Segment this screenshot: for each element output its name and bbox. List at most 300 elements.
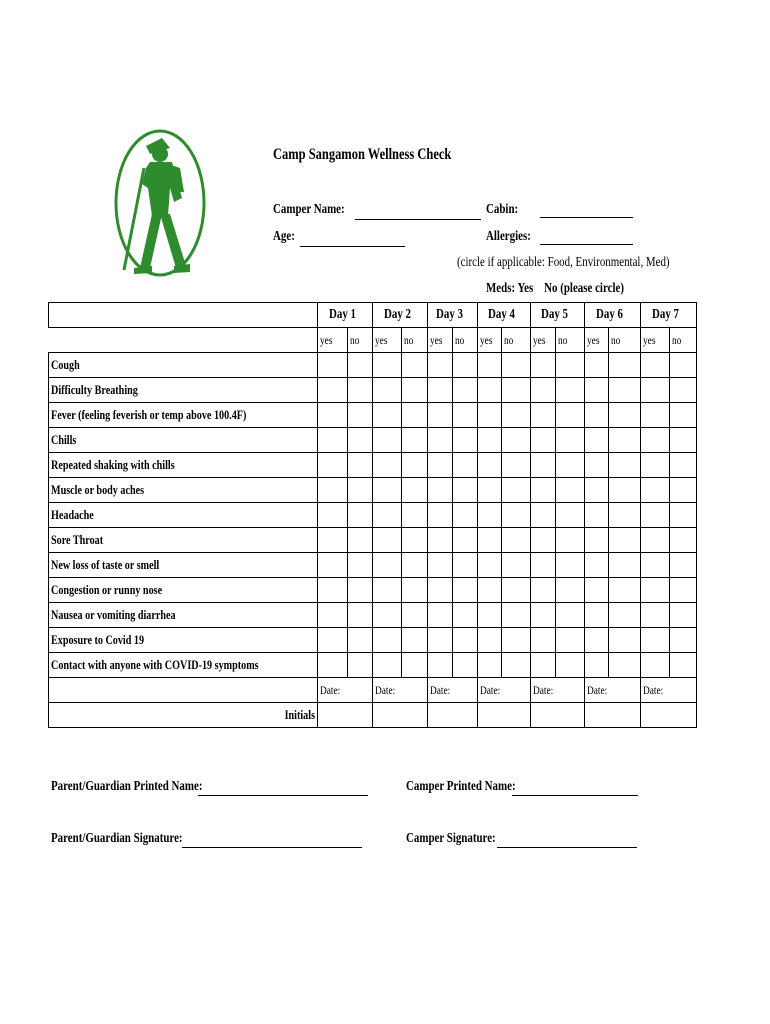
initials-cell-day-4[interactable] [478, 703, 531, 728]
check-cell[interactable] [453, 428, 478, 453]
date-row-label-cell [49, 678, 318, 703]
yes-header-day-5-text: yes [533, 332, 546, 347]
check-cell[interactable] [531, 428, 556, 453]
symptom-label [49, 603, 318, 628]
check-cell[interactable] [502, 453, 531, 478]
symptom-label [49, 578, 318, 603]
camp-logo [110, 128, 210, 278]
check-cell[interactable] [531, 553, 556, 578]
symptom-row [49, 428, 697, 453]
day-header-5 [531, 303, 585, 328]
yn-blank-cell [49, 328, 318, 353]
date-cell-day-2[interactable] [373, 678, 428, 703]
check-cell[interactable] [402, 503, 428, 528]
header-blank-cell [49, 303, 318, 328]
check-cell[interactable] [348, 553, 373, 578]
check-cell[interactable] [402, 403, 428, 428]
check-cell[interactable] [609, 528, 641, 553]
check-cell[interactable] [585, 378, 609, 403]
check-cell[interactable] [428, 553, 453, 578]
check-cell[interactable] [556, 553, 585, 578]
date-row [49, 678, 697, 703]
check-cell[interactable] [609, 403, 641, 428]
date-cell-day-6[interactable] [585, 678, 641, 703]
check-cell[interactable] [641, 553, 670, 578]
check-cell[interactable] [502, 628, 531, 653]
check-cell[interactable] [373, 478, 402, 503]
check-cell[interactable] [428, 478, 453, 503]
check-cell[interactable] [478, 353, 502, 378]
date-cell-day-3-text: Date: [430, 682, 451, 697]
check-cell[interactable] [318, 603, 348, 628]
symptom-row [49, 378, 697, 403]
check-cell[interactable] [453, 603, 478, 628]
age-label: Age: [273, 229, 295, 244]
yes-header-day-1 [318, 328, 348, 353]
symptom-label [49, 553, 318, 578]
check-cell[interactable] [556, 378, 585, 403]
check-cell[interactable] [609, 453, 641, 478]
date-cell-day-5-text: Date: [533, 682, 554, 697]
allergies-field[interactable] [540, 244, 633, 245]
no-header-day-5-text: no [558, 332, 568, 347]
yes-header-day-4 [478, 328, 502, 353]
check-cell[interactable] [478, 553, 502, 578]
date-cell-day-7-text: Date: [643, 682, 664, 697]
check-cell[interactable] [402, 603, 428, 628]
check-cell[interactable] [670, 353, 697, 378]
yes-header-day-1-text: yes [320, 332, 333, 347]
check-cell[interactable] [318, 378, 348, 403]
hiker-logo-icon [110, 128, 210, 278]
check-cell[interactable] [531, 403, 556, 428]
check-cell[interactable] [670, 628, 697, 653]
check-cell[interactable] [585, 453, 609, 478]
symptom-row [49, 478, 697, 503]
check-cell[interactable] [373, 653, 402, 678]
camper-signature-label: Camper Signature: [406, 831, 496, 846]
initials-cell-day-6[interactable] [585, 703, 641, 728]
check-cell[interactable] [531, 503, 556, 528]
check-cell[interactable] [641, 503, 670, 528]
check-cell[interactable] [556, 428, 585, 453]
check-cell[interactable] [453, 503, 478, 528]
check-cell[interactable] [641, 478, 670, 503]
check-cell[interactable] [453, 628, 478, 653]
symptom-label [49, 428, 318, 453]
check-cell[interactable] [670, 378, 697, 403]
check-cell[interactable] [373, 628, 402, 653]
check-cell[interactable] [609, 503, 641, 528]
parent-printed-name-field[interactable] [198, 795, 368, 796]
camper-signature-field[interactable] [497, 847, 637, 848]
check-cell[interactable] [318, 628, 348, 653]
check-cell[interactable] [318, 478, 348, 503]
day-header-2-text: Day 2 [383, 307, 411, 322]
symptom-row [49, 503, 697, 528]
check-cell[interactable] [531, 378, 556, 403]
check-cell[interactable] [585, 403, 609, 428]
no-header-day-7-text: no [672, 332, 682, 347]
check-cell[interactable] [478, 578, 502, 603]
check-cell[interactable] [641, 628, 670, 653]
check-cell[interactable] [348, 378, 373, 403]
check-cell[interactable] [502, 403, 531, 428]
check-cell[interactable] [373, 453, 402, 478]
yes-header-day-7 [641, 328, 670, 353]
no-header-day-2-text: no [404, 332, 414, 347]
check-cell[interactable] [373, 378, 402, 403]
check-cell[interactable] [428, 378, 453, 403]
date-cell-day-4[interactable] [478, 678, 531, 703]
symptom-label-text: Chills [51, 432, 77, 447]
no-header-day-3 [453, 328, 478, 353]
check-cell[interactable] [453, 353, 478, 378]
symptom-table [48, 302, 697, 728]
check-cell[interactable] [478, 628, 502, 653]
check-cell[interactable] [318, 403, 348, 428]
no-header-day-6 [609, 328, 641, 353]
check-cell[interactable] [428, 453, 453, 478]
check-cell[interactable] [428, 578, 453, 603]
yes-header-day-3 [428, 328, 453, 353]
no-header-day-6-text: no [611, 332, 621, 347]
check-cell[interactable] [531, 353, 556, 378]
check-cell[interactable] [609, 578, 641, 603]
check-cell[interactable] [402, 628, 428, 653]
check-cell[interactable] [402, 378, 428, 403]
date-cell-day-1-text: Date: [320, 682, 341, 697]
day-header-5-text: Day 5 [541, 307, 569, 322]
symptom-row [49, 603, 697, 628]
check-cell[interactable] [402, 353, 428, 378]
check-cell[interactable] [556, 528, 585, 553]
check-cell[interactable] [318, 428, 348, 453]
check-cell[interactable] [556, 403, 585, 428]
check-cell[interactable] [609, 353, 641, 378]
meds-label[interactable]: Meds: Yes No (please circle) [486, 281, 624, 296]
symptom-label-text: Headache [51, 507, 94, 522]
check-cell[interactable] [318, 453, 348, 478]
check-cell[interactable] [318, 553, 348, 578]
date-cell-day-1[interactable] [318, 678, 373, 703]
symptom-label-text: Contact with anyone with COVID-19 symptoms [51, 657, 259, 672]
check-cell[interactable] [428, 428, 453, 453]
check-cell[interactable] [348, 503, 373, 528]
parent-signature-field[interactable] [182, 847, 362, 848]
check-cell[interactable] [428, 353, 453, 378]
check-cell[interactable] [348, 353, 373, 378]
check-cell[interactable] [531, 653, 556, 678]
initials-cell-day-3[interactable] [428, 703, 478, 728]
check-cell[interactable] [348, 428, 373, 453]
camper-printed-name-field[interactable] [512, 795, 638, 796]
check-cell[interactable] [502, 653, 531, 678]
check-cell[interactable] [556, 628, 585, 653]
check-cell[interactable] [428, 653, 453, 678]
check-cell[interactable] [478, 403, 502, 428]
check-cell[interactable] [585, 353, 609, 378]
check-cell[interactable] [531, 528, 556, 553]
check-cell[interactable] [531, 603, 556, 628]
check-cell[interactable] [556, 478, 585, 503]
check-cell[interactable] [641, 528, 670, 553]
day-header-3 [428, 303, 478, 328]
check-cell[interactable] [641, 453, 670, 478]
day-header-6 [585, 303, 641, 328]
day-header-3-text: Day 3 [436, 307, 464, 322]
check-cell[interactable] [502, 503, 531, 528]
check-cell[interactable] [373, 353, 402, 378]
check-cell[interactable] [348, 403, 373, 428]
check-cell[interactable] [670, 603, 697, 628]
check-cell[interactable] [585, 503, 609, 528]
check-cell[interactable] [609, 628, 641, 653]
check-cell[interactable] [502, 528, 531, 553]
check-cell[interactable] [502, 553, 531, 578]
check-cell[interactable] [373, 603, 402, 628]
check-cell[interactable] [670, 453, 697, 478]
form-title: Camp Sangamon Wellness Check [273, 146, 452, 163]
check-cell[interactable] [318, 503, 348, 528]
check-cell[interactable] [428, 628, 453, 653]
check-cell[interactable] [453, 453, 478, 478]
check-cell[interactable] [428, 503, 453, 528]
parent-signature-label: Parent/Guardian Signature: [51, 831, 183, 846]
check-cell[interactable] [428, 603, 453, 628]
check-cell[interactable] [348, 453, 373, 478]
no-header-day-3-text: no [455, 332, 465, 347]
check-cell[interactable] [402, 453, 428, 478]
check-cell[interactable] [453, 403, 478, 428]
yes-no-header-row [49, 328, 697, 353]
check-cell[interactable] [502, 603, 531, 628]
check-cell[interactable] [670, 478, 697, 503]
symptom-label-text: Nausea or vomiting diarrhea [51, 607, 176, 622]
no-header-day-4 [502, 328, 531, 353]
symptom-label [49, 403, 318, 428]
check-cell[interactable] [318, 528, 348, 553]
symptom-row [49, 353, 697, 378]
initials-cell-day-5[interactable] [531, 703, 585, 728]
check-cell[interactable] [641, 603, 670, 628]
symptom-label-text: Exposure to Covid 19 [51, 632, 145, 647]
check-cell[interactable] [478, 428, 502, 453]
day-header-7 [641, 303, 697, 328]
check-cell[interactable] [402, 553, 428, 578]
check-cell[interactable] [453, 478, 478, 503]
check-cell[interactable] [585, 478, 609, 503]
check-cell[interactable] [478, 453, 502, 478]
symptom-label [49, 453, 318, 478]
yes-header-day-4-text: yes [480, 332, 493, 347]
check-cell[interactable] [609, 478, 641, 503]
symptom-row [49, 628, 697, 653]
check-cell[interactable] [641, 578, 670, 603]
check-cell[interactable] [402, 428, 428, 453]
cabin-field[interactable] [540, 217, 633, 218]
check-cell[interactable] [373, 503, 402, 528]
date-cell-day-6-text: Date: [587, 682, 608, 697]
check-cell[interactable] [641, 378, 670, 403]
day-header-4 [478, 303, 531, 328]
check-cell[interactable] [402, 528, 428, 553]
check-cell[interactable] [402, 478, 428, 503]
check-cell[interactable] [556, 578, 585, 603]
initials-cell-day-2[interactable] [373, 703, 428, 728]
day-header-7-text: Day 7 [652, 307, 680, 322]
check-cell[interactable] [585, 628, 609, 653]
check-cell[interactable] [502, 478, 531, 503]
symptom-label-text: Repeated shaking with chills [51, 457, 175, 472]
age-field[interactable] [300, 246, 405, 247]
symptom-row [49, 403, 697, 428]
check-cell[interactable] [585, 528, 609, 553]
check-cell[interactable] [556, 353, 585, 378]
check-cell[interactable] [670, 503, 697, 528]
no-header-day-7 [670, 328, 697, 353]
check-cell[interactable] [373, 553, 402, 578]
day-header-4-text: Day 4 [487, 307, 515, 322]
initials-cell-day-7[interactable] [641, 703, 697, 728]
check-cell[interactable] [609, 553, 641, 578]
check-cell[interactable] [585, 428, 609, 453]
symptom-label [49, 478, 318, 503]
camper-name-field[interactable] [355, 219, 481, 220]
symptom-label-text: Sore Throat [51, 532, 104, 547]
symptom-row [49, 578, 697, 603]
check-cell[interactable] [478, 603, 502, 628]
check-cell[interactable] [670, 403, 697, 428]
check-cell[interactable] [402, 578, 428, 603]
symptom-label-text: Cough [51, 357, 80, 372]
initials-cell-day-1[interactable] [318, 703, 373, 728]
check-cell[interactable] [556, 453, 585, 478]
check-cell[interactable] [402, 653, 428, 678]
check-cell[interactable] [373, 403, 402, 428]
check-cell[interactable] [478, 478, 502, 503]
check-cell[interactable] [502, 378, 531, 403]
allergies-label: Allergies: [486, 229, 531, 244]
check-cell[interactable] [373, 428, 402, 453]
check-cell[interactable] [348, 653, 373, 678]
initials-row [49, 703, 697, 728]
check-cell[interactable] [641, 428, 670, 453]
check-cell[interactable] [478, 503, 502, 528]
allergies-note: (circle if applicable: Food, Environmental, Med) [457, 255, 670, 270]
symptom-label [49, 653, 318, 678]
symptom-label-text: Congestion or runny nose [51, 582, 163, 597]
check-cell[interactable] [453, 653, 478, 678]
check-cell[interactable] [453, 378, 478, 403]
initials-label-text: Initials [284, 707, 316, 722]
date-cell-day-3[interactable] [428, 678, 478, 703]
symptom-label-text: Difficulty Breathing [51, 382, 138, 397]
check-cell[interactable] [502, 428, 531, 453]
yes-header-day-3-text: yes [430, 332, 443, 347]
check-cell[interactable] [670, 578, 697, 603]
check-cell[interactable] [478, 653, 502, 678]
check-cell[interactable] [641, 353, 670, 378]
symptom-label [49, 378, 318, 403]
check-cell[interactable] [641, 403, 670, 428]
check-cell[interactable] [348, 478, 373, 503]
yes-header-day-6-text: yes [587, 332, 600, 347]
check-cell[interactable] [453, 528, 478, 553]
check-cell[interactable] [670, 528, 697, 553]
check-cell[interactable] [531, 453, 556, 478]
check-cell[interactable] [428, 403, 453, 428]
day-header-6-text: Day 6 [596, 307, 624, 322]
no-header-day-1-text: no [350, 332, 360, 347]
check-cell[interactable] [428, 528, 453, 553]
check-cell[interactable] [348, 603, 373, 628]
check-cell[interactable] [348, 578, 373, 603]
check-cell[interactable] [478, 528, 502, 553]
date-cell-day-5[interactable] [531, 678, 585, 703]
no-header-day-1 [348, 328, 373, 353]
check-cell[interactable] [585, 553, 609, 578]
check-cell[interactable] [531, 578, 556, 603]
check-cell[interactable] [502, 353, 531, 378]
no-header-day-5 [556, 328, 585, 353]
check-cell[interactable] [609, 378, 641, 403]
symptom-label-text: Muscle or body aches [51, 482, 145, 497]
check-cell[interactable] [556, 653, 585, 678]
symptom-label-text: Fever (feeling feverish or temp above 100.4F) [51, 407, 247, 422]
check-cell[interactable] [670, 428, 697, 453]
check-cell[interactable] [585, 578, 609, 603]
check-cell[interactable] [478, 378, 502, 403]
yes-header-day-6 [585, 328, 609, 353]
check-cell[interactable] [373, 578, 402, 603]
check-cell[interactable] [531, 628, 556, 653]
no-header-day-2 [402, 328, 428, 353]
check-cell[interactable] [348, 628, 373, 653]
check-cell[interactable] [318, 653, 348, 678]
symptom-label [49, 353, 318, 378]
symptom-row [49, 453, 697, 478]
check-cell[interactable] [609, 428, 641, 453]
check-cell[interactable] [318, 353, 348, 378]
check-cell[interactable] [556, 503, 585, 528]
check-cell[interactable] [556, 603, 585, 628]
symptom-row [49, 528, 697, 553]
date-cell-day-2-text: Date: [375, 682, 396, 697]
check-cell[interactable] [609, 603, 641, 628]
check-cell[interactable] [373, 528, 402, 553]
check-cell[interactable] [670, 653, 697, 678]
date-cell-day-4-text: Date: [480, 682, 501, 697]
check-cell[interactable] [348, 528, 373, 553]
check-cell[interactable] [641, 653, 670, 678]
check-cell[interactable] [609, 653, 641, 678]
check-cell[interactable] [502, 578, 531, 603]
yes-header-day-5 [531, 328, 556, 353]
check-cell[interactable] [531, 478, 556, 503]
check-cell[interactable] [453, 578, 478, 603]
symptom-label [49, 503, 318, 528]
symptom-label-text: New loss of taste or smell [51, 557, 160, 572]
check-cell[interactable] [318, 578, 348, 603]
check-cell[interactable] [585, 653, 609, 678]
check-cell[interactable] [453, 553, 478, 578]
day-header-row [49, 303, 697, 328]
check-cell[interactable] [670, 553, 697, 578]
check-cell[interactable] [585, 603, 609, 628]
day-header-1 [318, 303, 373, 328]
date-cell-day-7[interactable] [641, 678, 697, 703]
